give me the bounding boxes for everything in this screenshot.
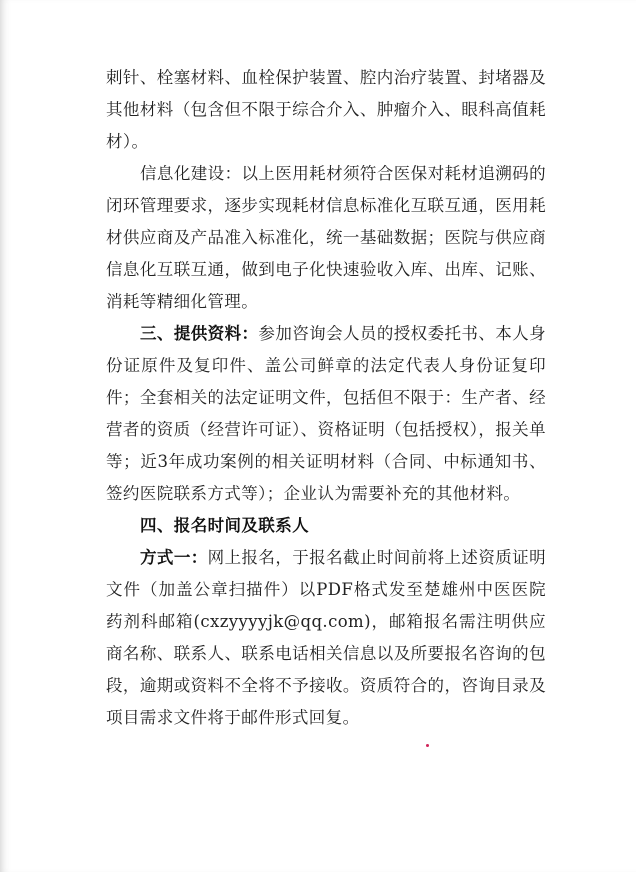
documents-body-text: 参加咨询会人员的授权委托书、本人身份证原件及复印件、盖公司鲜章的法定代表人身份证复印件；全套相关的法定证明文件，包括但不限于：生产者、经营者的资质（经营许可证）、资格证明（包括授权），报关单等；近3年成功案例的相关证明材料（合同、中标通知书、签约医院联系方式等）；企业认为需要补充的其他材料。: [106, 324, 546, 503]
section-heading-registration: 四、报名时间及联系人: [140, 516, 309, 535]
paragraph-method-one: [106, 542, 546, 734]
ink-mark-dot: [426, 744, 429, 747]
document-body: [106, 62, 546, 734]
method-one-body-text: 网上报名，于报名截止时间前将上述资质证明文件（加盖公章扫描件）以PDF格式发至楚雄州中医医院药剂科邮箱(cxzyyyyjk@qq.com)，邮箱报名需注明供应商名称、联系人、联系电话相关信息以及所要报名咨询的包段，逾期或资料不全将不予接收。资质符合的，咨询目录及项目需求文件将于邮件形式回复。: [106, 548, 546, 727]
section-heading-documents: 三、提供资料：: [140, 324, 259, 343]
paragraph-documents: [106, 318, 546, 510]
method-one-label: 方式一：: [140, 548, 208, 567]
paragraph-informatization: 信息化建设：以上医用耗材须符合医保对耗材追溯码的闭环管理要求，逐步实现耗材信息标准化互联互通，医用耗材供应商及产品准入标准化，统一基础数据；医院与供应商信息化互联互通，做到电子化快速验收入库、出库、记账、消耗等精细化管理。: [106, 164, 546, 311]
paragraph-materials: 刺针、栓塞材料、血栓保护装置、腔内治疗装置、封堵器及其他材料（包含但不限于综合介入、肿瘤介入、眼科高值耗材）。: [106, 68, 546, 151]
